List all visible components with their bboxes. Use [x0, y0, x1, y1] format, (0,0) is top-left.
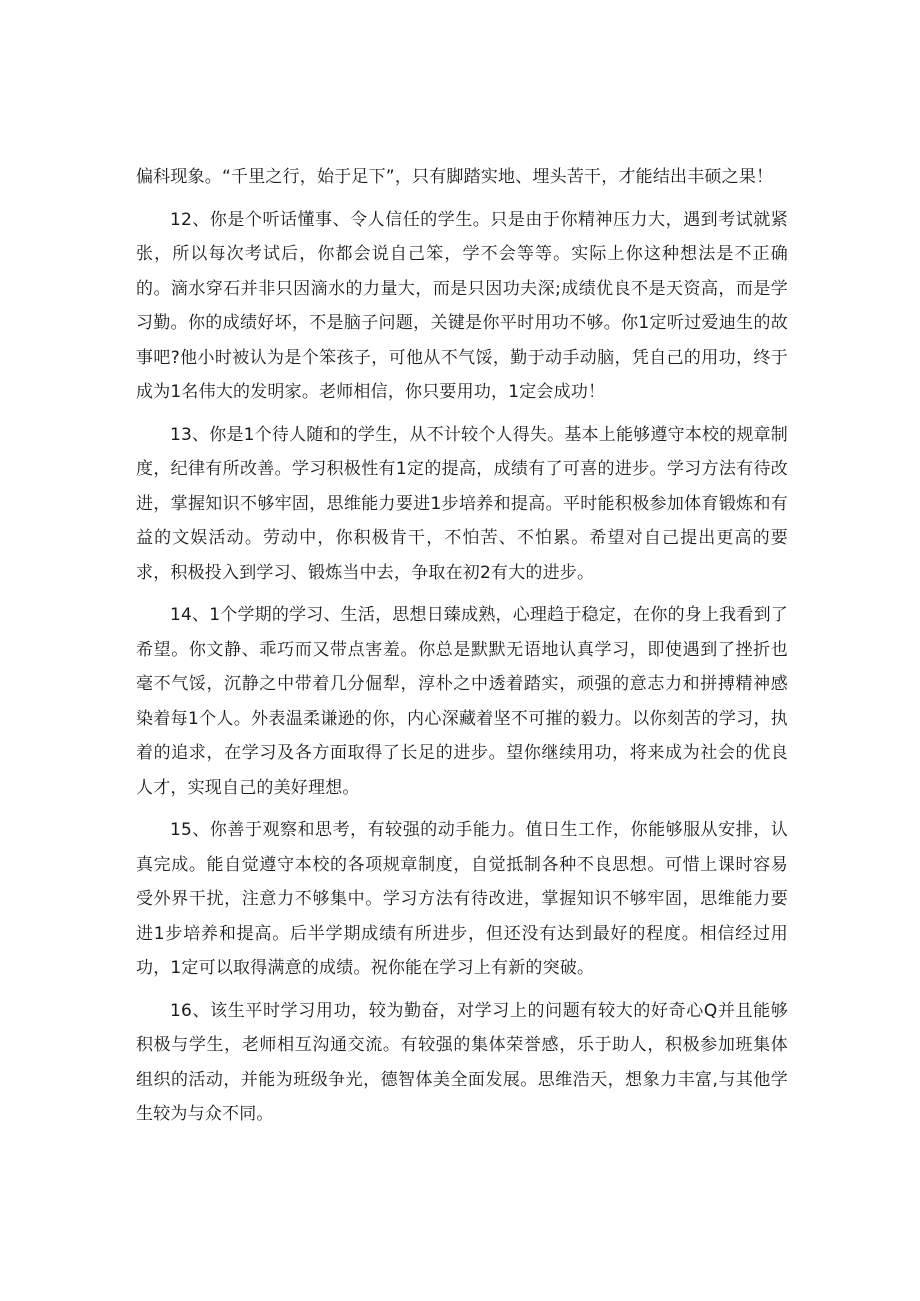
- paragraph-continuation: 偏科现象。“千里之行，始于足下”，只有脚踏实地、埋头苦干，才能结出丰硕之果！: [136, 167, 774, 187]
- paragraph-item-14: 14、1个学期的学习、生活，思想日臻成熟，心理趋于稳定，在你的身上我看到了希望。你文静、乖巧而又带点害羞。你总是默默无语地认真学习，即使遇到了挫折也毫不气馁，沉静之中带着几分倔犁，淳朴之中透着踏实，顽强的意志力和拼搏精神感染着每1个人。外表温柔谦逊的你，内心深藏着坚不可摧的毅力。以你刻苦的学习，执着的追求，在学习及各方面取得了长足的进步。望你继续用功，将来成为社会的优良人才，实现自己的美好理想。: [136, 605, 788, 798]
- paragraph-item-16: 16、该生平时学习用功，较为勤奋，对学习上的问题有较大的好奇心Q并且能够积极与学生，老师相互沟通交流。有较强的集体荣誉感，乐于助人，积极参加班集体组织的活动，并能为班级争光，德智体美全面发展。思维浩天，想象力丰富,与其他学生较为与众不同。: [136, 1000, 788, 1124]
- paragraph-item-13: 13、你是1个待人随和的学生，从不计较个人得失。基本上能够遵守本校的规章制度，纪律有所改善。学习积极性有1定的提高，成绩有了可喜的进步。学习方法有待改进，掌握知识不够牢固，思维能力要进1步培养和提高。平时能积极参加体育锻炼和有益的文娱活动。劳动中，你积极肯干，不怕苦、不怕累。希望对自己提出更高的要求，积极投入到学习、锻炼当中去，争取在初2有大的进步。: [136, 424, 788, 583]
- paragraph-item-12: 12、你是个听话懂事、令人信任的学生。只是由于你精神压力大，遇到考试就紧张，所以每次考试后，你都会说自己笨，学不会等等。实际上你这种想法是不正确的。滴水穿石并非只因滴水的力量大，而是只因功夫深;成绩优良不是天资高，而是学习勤。你的成绩好坏，不是脑子问题，关键是你平时用功不够。你1定听过爱迪生的故事吧?他小时被认为是个笨孩子，可他从不气馁，勤于动手动脑，凭自己的用功，终于成为1名伟大的发明家。老师相信，你只要用功，1定会成功！: [136, 209, 788, 402]
- paragraph-item-15: 15、你善于观察和思考，有较强的动手能力。值日生工作，你能够服从安排，认真完成。能自觉遵守本校的各项规章制度，自觉抵制各种不良思想。可惜上课时容易受外界干扰，注意力不够集中。学习方法有待改进，掌握知识不够牢固，思维能力要进1步培养和提高。后半学期成绩有所进步，但还没有达到最好的程度。相信经过用功，1定可以取得满意的成绩。祝你能在学习上有新的突破。: [136, 820, 788, 978]
- document-body: [136, 160, 788, 1140]
